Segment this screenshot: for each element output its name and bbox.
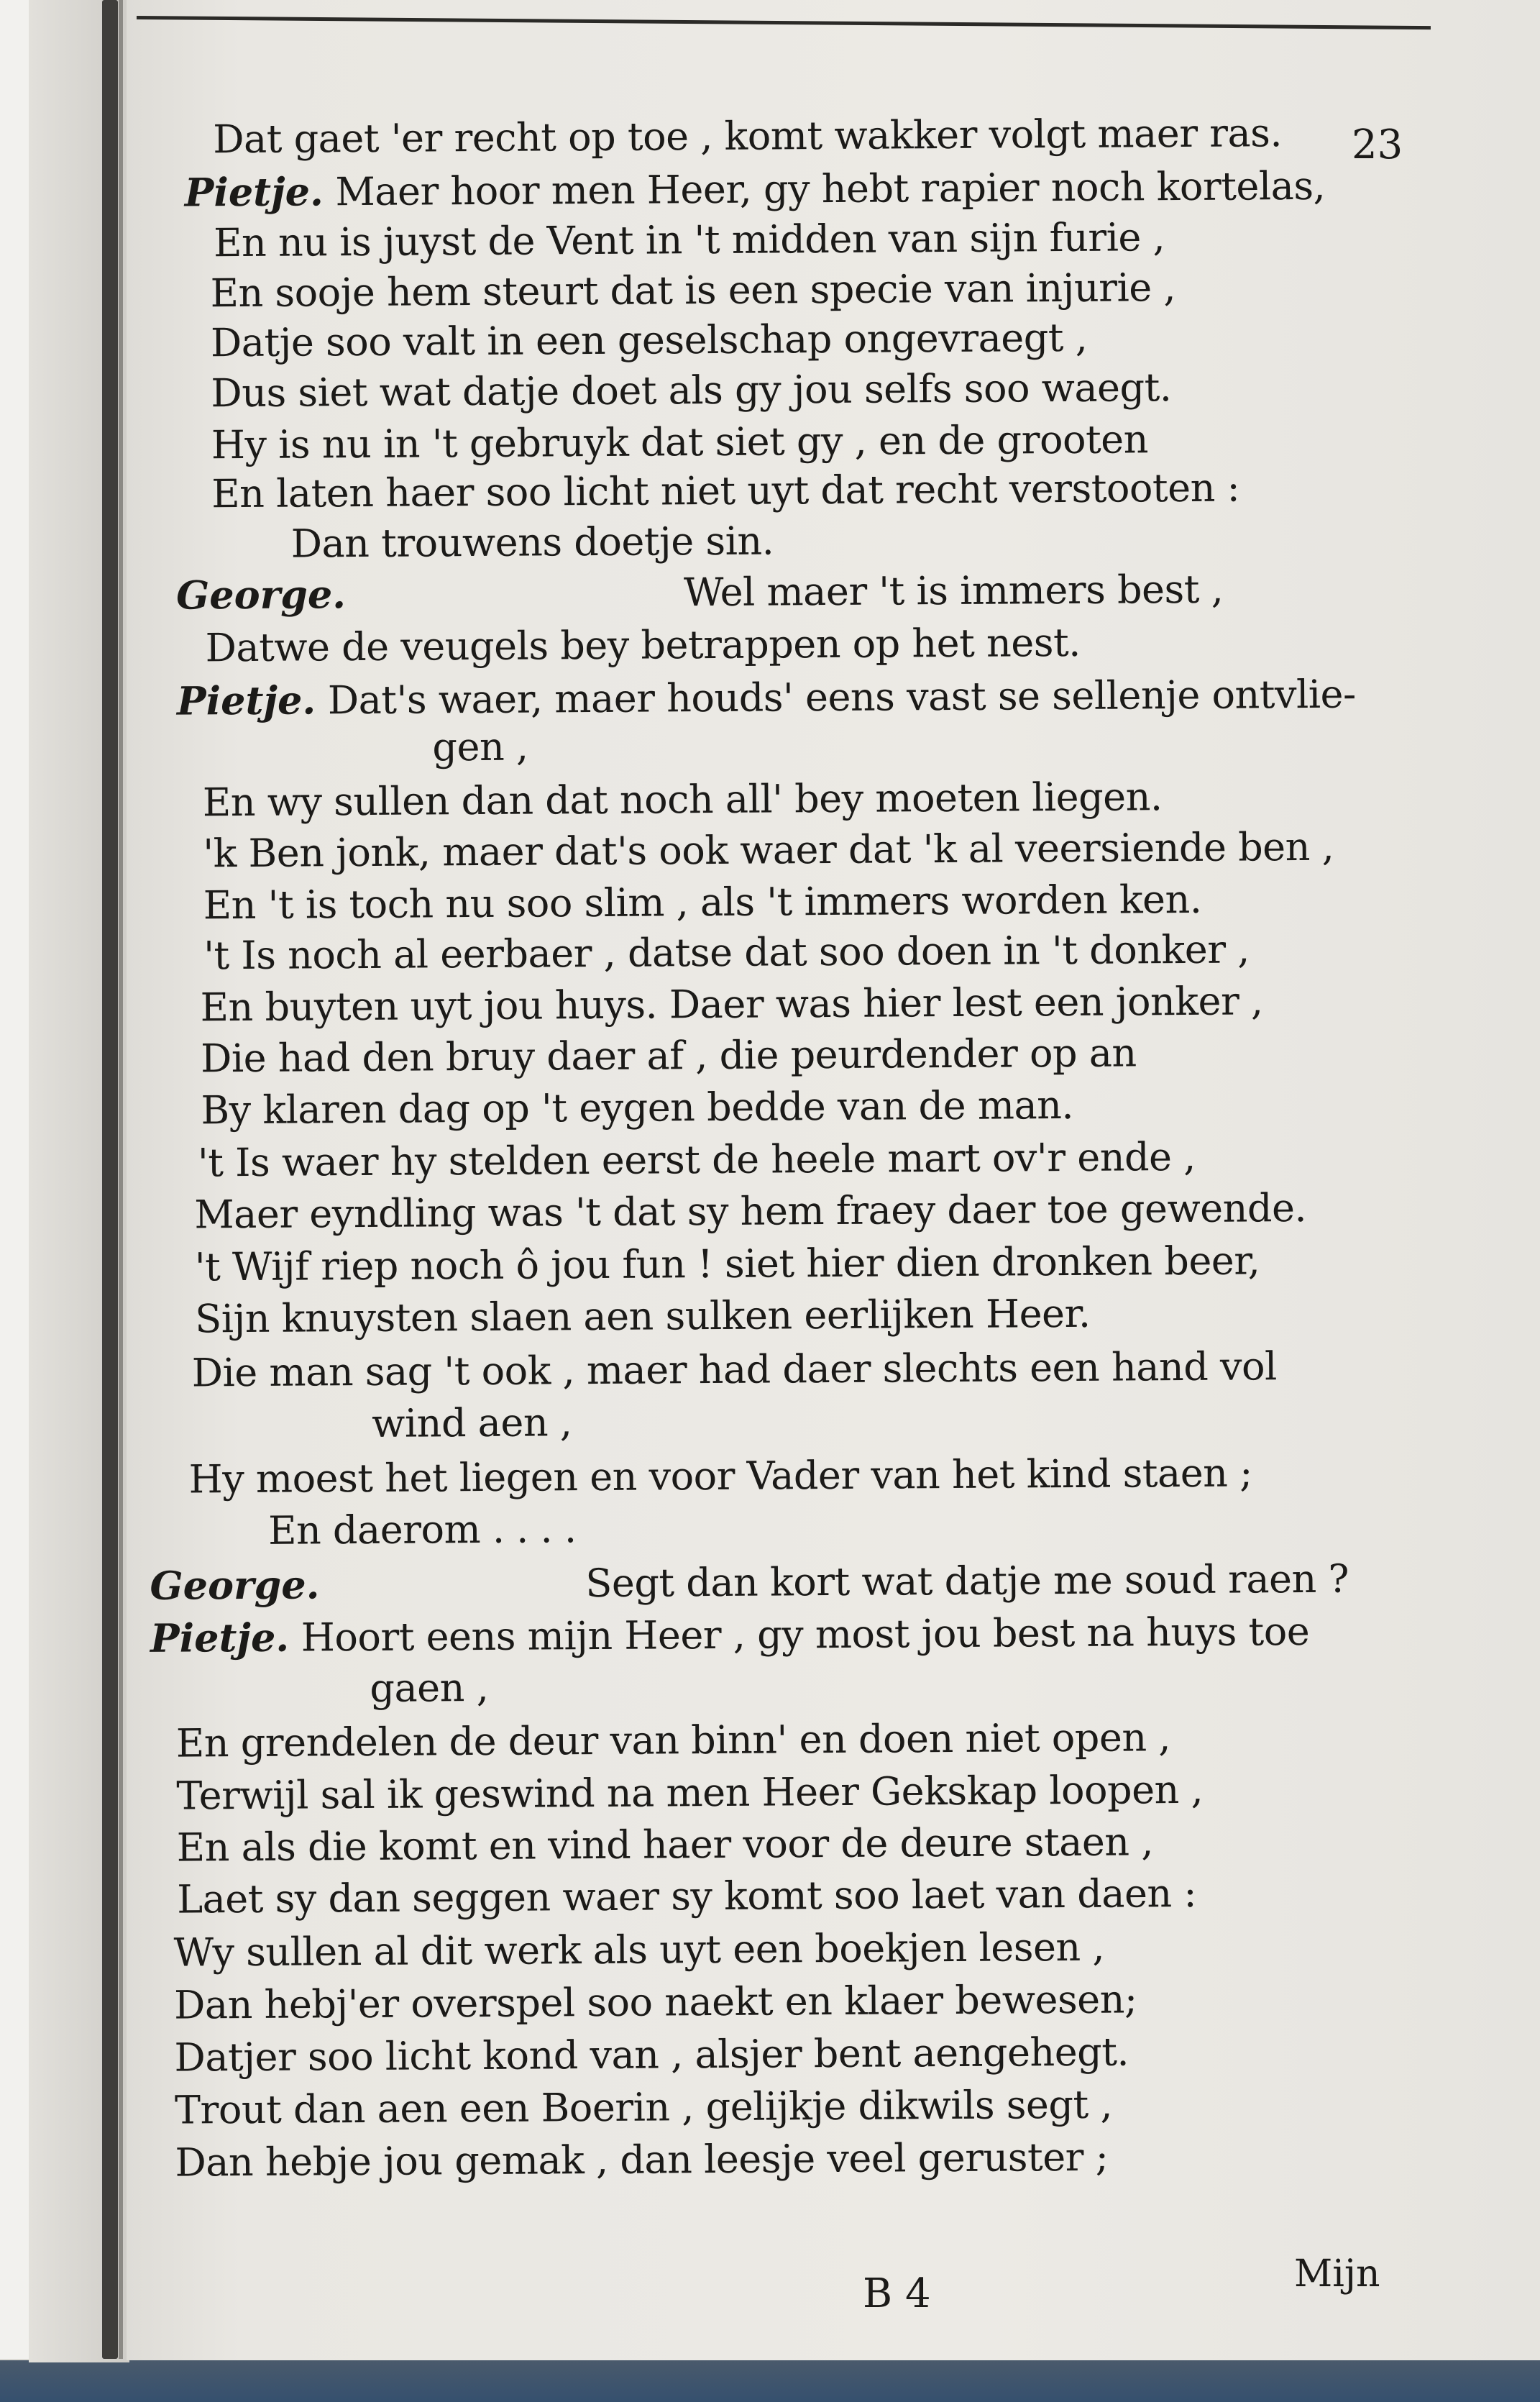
speaker-name: George. <box>150 1561 320 1609</box>
verse-line: Die man sag 't ook , maer had daer slechts een hand vol <box>191 1343 1277 1396</box>
page-number: 23 <box>1352 122 1403 168</box>
table-surface <box>0 2360 1540 2402</box>
verse-line: Hy is nu in 't gebruyk dat siet gy , en de grooten <box>211 416 1149 468</box>
verse-line: En wy sullen dan dat noch all' bey moeten liegen. <box>202 774 1163 826</box>
verse-line: 't Wijf riep noch ô jou fun ! siet hier dien dronken beer, <box>194 1238 1260 1290</box>
verse-line: Sijn knuysten slaen aen sulken eerlijken Heer. <box>195 1290 1091 1342</box>
speaker-name: Pietje. <box>176 677 316 724</box>
verse-line: Pietje. Dat's waer, maer houds' eens vast se sellenje ontvlie- <box>176 671 1356 724</box>
verse-line: Hy moest het liegen en voor Vader van het kind staen ; <box>188 1450 1253 1502</box>
left-margin <box>0 0 29 2359</box>
verse-line: By klaren dag op 't eygen bedde van de man. <box>201 1082 1074 1133</box>
verse-line: gaen , <box>370 1664 489 1711</box>
verse-line: Datje soo valt in een geselschap ongevraegt , <box>210 314 1088 366</box>
verse-line: En als die komt en vind haer voor de deure staen , <box>176 1819 1154 1871</box>
verse-line: Maer eyndling was 't dat sy hem fraey daer toe gewende. <box>194 1185 1307 1238</box>
verse-line: Laet sy dan seggen waer sy komt soo laet van daen : <box>177 1870 1197 1922</box>
verse-line: Trout dan aen een Boerin , gelijkje dikwils segt , <box>174 2081 1113 2133</box>
binding-shadow <box>119 0 123 2359</box>
verse-line: Pietje. Maer hoor men Heer, gy hebt rapier noch kortelas, <box>184 163 1326 216</box>
verse-line: En nu is juyst de Vent in 't midden van sijn furie , <box>213 214 1165 266</box>
verse-line: 't Is waer hy stelden eerst de heele mart ov'r ende , <box>197 1133 1196 1186</box>
verse-line: Dus siet wat datje doet als gy jou selfs soo waegt. <box>211 365 1172 416</box>
verse-line: Pietje. Hoort eens mijn Heer , gy most jou best na huys toe <box>150 1608 1310 1661</box>
verse-line: Dan hebje jou gemak , dan leesje veel geruster ; <box>175 2134 1109 2186</box>
verse-line: En buyten uyt jou huys. Daer was hier lest een jonker , <box>200 978 1263 1031</box>
verse-line: wind aen , <box>371 1399 572 1446</box>
verse-line: En 't is toch nu soo slim , als 't immers worden ken. <box>203 876 1202 928</box>
verse-line: 't Is noch al eerbaer , datse dat soo doen in 't donker , <box>203 926 1250 979</box>
verse-line: En sooje hem steurt dat is een specie van injurie , <box>210 265 1176 316</box>
verse-line: Dan hebj'er overspel soo naekt en klaer bewesen; <box>173 1976 1137 2028</box>
catchword: Mijn <box>1294 2252 1380 2296</box>
verse-line: George. Wel maer 't is immers best , <box>175 566 1224 618</box>
verse-line: En daerom . . . . <box>267 1506 577 1553</box>
verse-line: En laten haer soo licht niet uyt dat recht verstooten : <box>211 465 1240 517</box>
verse-line: Datwe de veugels bey betrappen op het nest. <box>205 619 1081 671</box>
speaker-name: Pietje. <box>184 168 324 216</box>
speaker-name: Pietje. <box>150 1614 290 1661</box>
verse-line: Dat gaet 'er recht op toe , komt wakker volgt maer ras. <box>213 110 1283 163</box>
verse-line: George. Segt dan kort wat datje me soud raen ? <box>150 1556 1349 1609</box>
speaker-name: George. <box>175 571 347 618</box>
verse-line: Datjer soo licht kond van , alsjer bent aengehegt. <box>174 2029 1129 2081</box>
binding-edge <box>102 0 118 2359</box>
verse-line: gen , <box>432 723 528 770</box>
verse-line: Wy sullen al dit werk als uyt een boekjen lesen , <box>173 1924 1105 1976</box>
signature-mark: B 4 <box>863 2270 931 2317</box>
verse-line: Dan trouwens doetje sin. <box>290 518 774 567</box>
verse-line: En grendelen de deur van binn' en doen niet open , <box>175 1714 1171 1766</box>
verse-line: 'k Ben jonk, maer dat's ook waer dat 'k al veersiende ben , <box>203 823 1334 877</box>
verse-line: Die had den bruy daer af , die peurdender op an <box>200 1030 1137 1082</box>
verse-line: Terwijl sal ik geswind na men Heer Gekskap loopen , <box>176 1766 1204 1819</box>
